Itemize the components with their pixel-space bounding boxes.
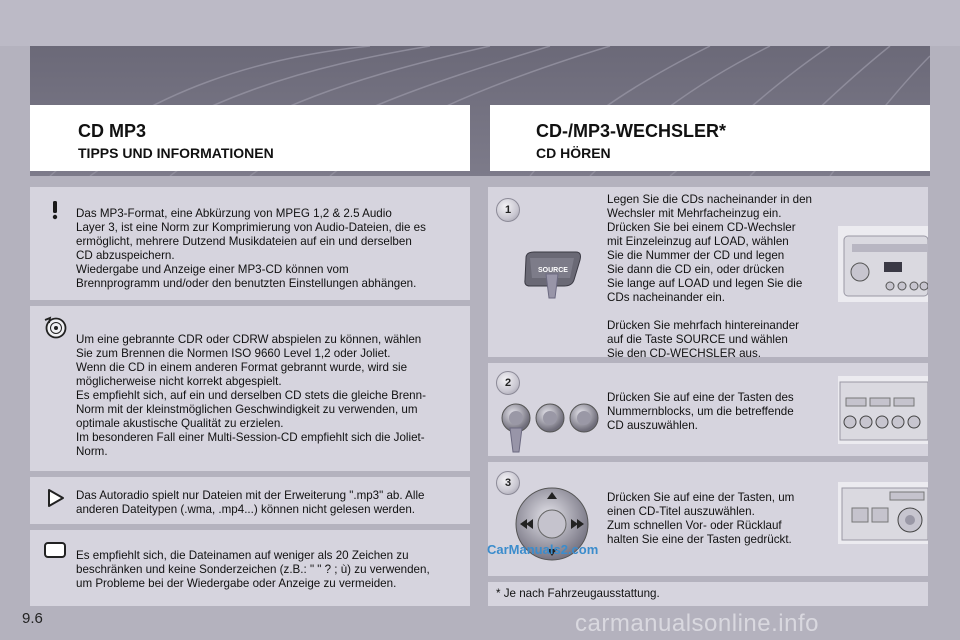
- step-text-3: Drücken Sie auf eine der Tasten, um einen CD-Titel auszuwählen. Zum schnellen Vor- oder Rücklauf halten Sie eine der Tasten gedrückt.: [607, 491, 795, 546]
- play-icon: [45, 487, 67, 509]
- watermark: CarManuals2.com: [487, 542, 599, 557]
- footer-site: carmanualsonline.info: [575, 610, 819, 637]
- radio-illustration-2: [838, 376, 928, 444]
- info-text-4: Es empfiehlt sich, die Dateinamen auf weniger als 20 Zeichen zu beschränken und keine Sonderzeichen (z.B.: " " ? ; ù) zu verwenden, um Probleme bei der Wiedergabe oder Anzeige zu vermeiden.: [76, 549, 430, 590]
- source-button-illustration: [522, 250, 584, 302]
- step-text-2: Drücken Sie auf eine der Tasten des Nummernblocks, um die betreffende CD auszuwählen.: [607, 391, 794, 432]
- disc-icon: [43, 315, 65, 337]
- info-text-3: Das Autoradio spielt nur Dateien mit der Erweiterung ".mp3" ab. Alle anderen Dateitypen (.wma, .mp4...) können nicht gelesen werden.: [76, 489, 425, 516]
- top-band: [0, 0, 960, 46]
- step-text-1: Legen Sie die CDs nacheinander in den Wechsler mit Mehrfacheinzug ein. Drücken Sie bei einem CD-Wechsler mit Einzeleinzug auf LOAD, wählen Sie die Nummer der CD und legen Sie dann die CD ein, oder drücken Sie lange auf LOAD und legen Sie die CDs nacheinander ein. Drücken Sie mehrfach hintereinander auf die Taste SOURCE und wählen Sie den CD-WECHSLER aus.: [607, 193, 812, 360]
- rectangle-icon: [43, 540, 65, 562]
- info-text-2: Um eine gebrannte CDR oder CDRW abspielen zu können, wählen Sie zum Brennen die Normen ISO 9660 Level 1,2 oder Joliet. Wenn die CD in einem anderen Format gebrannt wurde, wird sie möglicherweise nicht korrekt abgespielt. Es empfiehlt sich, auf ein und derselben CD stets die gleiche Brenn- Norm mit der kleinstmöglichen Geschwindigkeit zu verwenden, um optimale akustische Qualität zu erzielen. Im besonderen Fall einer Multi-Session-CD empfiehlt sich die Joliet- Norm.: [76, 333, 426, 458]
- radio-illustration-3: [838, 482, 928, 544]
- left-subtitle: TIPPS UND INFORMATIONEN: [78, 145, 274, 161]
- info-text-1: Das MP3-Format, eine Abkürzung von MPEG 1,2 & 2.5 Audio Layer 3, ist eine Norm zur Komprimierung von Audio-Dateien, die es ermöglicht, mehrere Dutzend Musikdateien auf ein und derselben CD abzuspeichern. Wiedergabe und Anzeige einer MP3-CD können vom Brennprogramm und/oder den benutzten Einstellungen abhängen.: [76, 207, 426, 290]
- step-number-1: 1: [496, 198, 520, 222]
- page-number: 9.6: [22, 610, 43, 627]
- exclamation-icon: [44, 199, 66, 221]
- step-number-3: 3: [496, 471, 520, 495]
- radio-illustration-1: [838, 226, 928, 302]
- source-button-label: SOURCE: [538, 267, 568, 274]
- number-buttons-illustration: [500, 398, 606, 454]
- right-title: CD-/MP3-WECHSLER*: [536, 121, 727, 141]
- right-subtitle: CD HÖREN: [536, 145, 611, 161]
- left-title: CD MP3: [78, 121, 147, 141]
- step-number-2: 2: [496, 371, 520, 395]
- footnote: * Je nach Fahrzeugausstattung.: [496, 587, 660, 600]
